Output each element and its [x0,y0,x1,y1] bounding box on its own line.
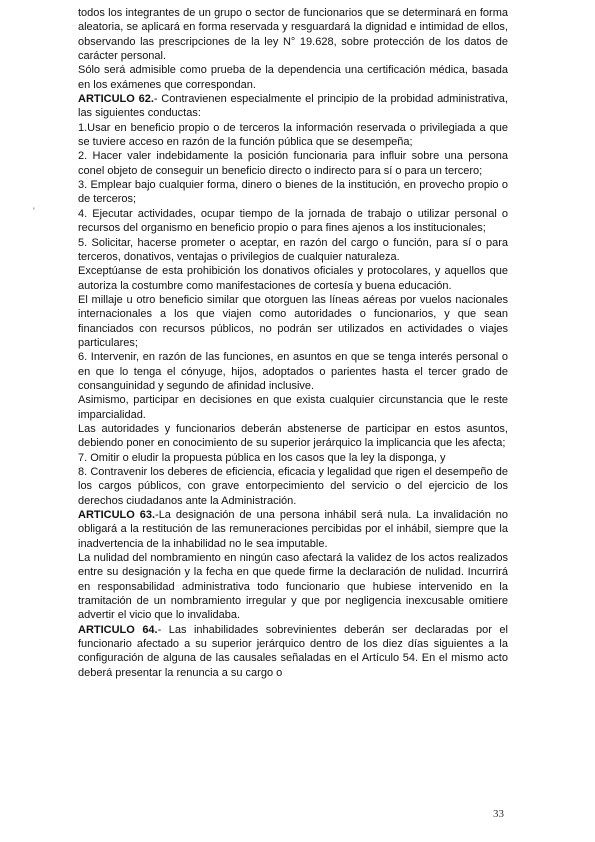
paragraph: 7. Omitir o eludir la propuesta pública en los casos que la ley la disponga, y [78,451,446,464]
article-heading: ARTICULO 62. [78,93,154,106]
paragraph: todos los integrantes de un grupo o sector de funcionarios que se determinará en forma aleatoria, se aplicará en forma reservada y resguardará la dignidad e intimidad de ellos, observando las prescripciones de la ley N° 19.628, sobre protección de los datos de carácter personal. [78,7,508,63]
paragraph: Las autoridades y funcionarios deberán abstenerse de participar en estos asuntos, debiendo poner en conocimiento de su superior jerárquico la implicancia que les afecta; [78,422,508,450]
paragraph: Exceptúanse de esta prohibición los donativos oficiales y protocolares, y aquellos que autoriza la costumbre como manifestaciones de cortesía y buena educación. [78,265,508,292]
paragraph: ARTICULO 63.-La designación de una persona inhábil será nula. La invalidación no obligará a la restitución de las remuneraciones percibidas por el inhábil, siempre que la inadvertencia de la inhabilidad no le sea imputable. [78,509,508,550]
paragraph: 2. Hacer valer indebidamente la posición funcionaria para influir sobre una persona conel objeto de conseguir un beneficio directo o indirecto para sí o para un tercero; [78,150,508,177]
article-heading: ARTICULO 63. [78,509,156,522]
article-heading: ARTICULO 64. [78,623,158,636]
stray-mark: ' [33,206,35,216]
page-number: 33 [493,808,504,820]
paragraph: La nulidad del nombramiento en ningún caso afectará la validez de los actos realizados entre su designación y la fecha en que quede firme la declaración de nulidad. Incurrirá en responsabilidad administrativa todo funcionario que hubiese intervenido en la tramitación de un nombramiento irregular y que por negligencia inexcusable omitiere advertir el vicio que lo invalidaba. [78,552,508,622]
paragraph: Sólo será admisible como prueba de la dependencia una certificación médica, basada en los exámenes que correspondan. [78,64,508,91]
paragraph: 1.Usar en beneficio propio o de terceros la información reservada o privilegiada a que se tuviere acceso en razón de la función pública que se desempeña; [78,121,508,149]
paragraph: 3. Emplear bajo cualquier forma, dinero o bienes de la institución, en provecho propio o de terceros; [78,179,508,206]
paragraph: 4. Ejecutar actividades, ocupar tiempo de la jornada de trabajo o utilizar personal o recursos del organismo en beneficio propio o para fines ajenos a los institucionales; [78,207,508,235]
paragraph: 8. Contravenir los deberes de eficiencia, eficacia y legalidad que rigen el desempeño de los cargos públicos, con grave entorpecimiento del servicio o del ejercicio de los derechos ciudadanos ante la Administración. [78,466,508,507]
paragraph: ARTICULO 64.- Las inhabilidades sobrevinientes deberán ser declaradas por el funcionario afectado a su superior jerárquico dentro de los diez días siguientes a la configuración de alguna de las causales señaladas en el Artículo 54. En el mismo acto deberá presentar la renuncia a su cargo o [78,623,508,679]
paragraph: El millaje u otro beneficio similar que otorguen las líneas aéreas por vuelos nacionales internacionales a los que viajen como autoridades o funcionarios, y que sean financiados con recursos públicos, no podrán ser utilizados en actividades o viajes particulares; [78,293,508,349]
paragraph: 6. Intervenir, en razón de las funciones, en asuntos en que se tenga interés personal o en que lo tenga el cónyuge, hijos, adoptados o parientes hasta el tercer grado de consanguinidad y segundo de afinidad inclusive. [78,351,508,392]
paragraph: 5. Solicitar, hacerse prometer o aceptar, en razón del cargo o función, para sí o para terceros, donativos, ventajas o privilegios de cualquier naturaleza. [78,236,508,263]
body-text [78,6,508,680]
paragraph: Asimismo, participar en decisiones en que exista cualquier circunstancia que le reste imparcialidad. [78,394,508,421]
paragraph: ARTICULO 62.- Contravienen especialmente el principio de la probidad administrativa, las siguientes conductas: [78,93,508,120]
